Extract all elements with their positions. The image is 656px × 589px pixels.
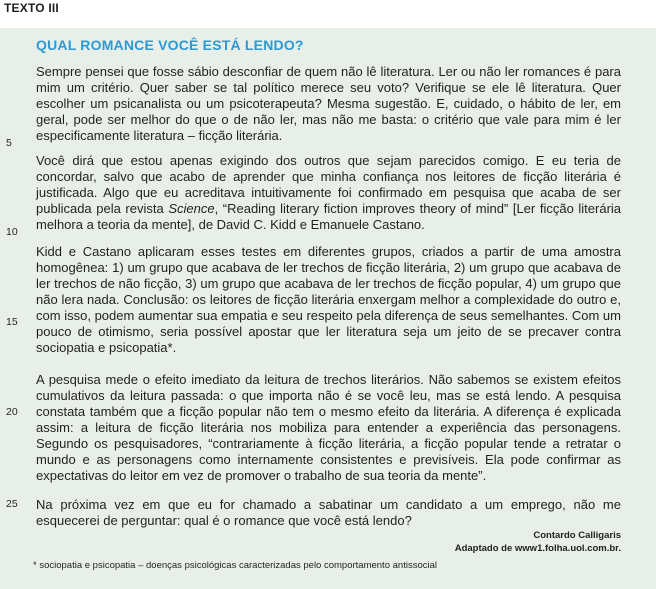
footnote: * sociopatia e psicopatia – doenças psicológicas caracterizadas pelo comportamento antissocial [33,560,437,571]
paragraph-1: Sempre pensei que fosse sábio desconfiar de quem não lê literatura. Ler ou não ler romances é para mim um critério. Quer saber se tal político merece seu voto? Verifique se ele lê literatura. Quer escolher um psicanalista ou um psicoterapeuta? Mesma sugestão. E, cuidado, o hábito de ler, em geral, pode ser melhor do que o de não ler, mas não me basta: o critério que vale para mim é ler especificamente literatura – ficção literária. [36,64,621,143]
line-number-25: 25 [6,498,18,510]
paragraph-5: Na próxima vez em que eu for chamado a sabatinar um candidato a um emprego, não me esquecerei de perguntar: qual é o romance que você está lendo? [36,497,621,528]
line-number-10: 10 [6,226,18,238]
line-number-20: 20 [6,406,18,418]
paragraph-4: A pesquisa mede o efeito imediato da leitura de trechos literários. Não sabemos se existem efeitos cumulativos da leitura passada: o que importa não é se você leu, mas se está lendo. A pesquisa constata também que a ficção popular não tem o mesmo efeito da literária. A diferença é explicada assim: a leitura de ficção literária nos mobiliza para entender a experiência das personagens. Segundo os pesquisadores, “contrariamente à ficção literária, a ficção popular tende a retratar o mundo e as personagens como internamente consistentes e previsíveis. Ela pode confirmar as expectativas do leitor em vez de promover o trabalho de sua teoria da mente”. [36,372,621,483]
author-name: Contardo Calligaris [533,530,621,541]
journal-name: Science [168,201,215,216]
paragraph-2: Você dirá que estou apenas exigindo dos outros que sejam parecidos comigo. E eu teria de concordar, salvo que acabo de aprender que minha confiança nos leitores de ficção literária é justificada. Algo que eu acreditava intuitivamente foi confirmado em pesquisa que acaba de ser publicada pela revista Science, “Reading literary fiction improves theory of mind” [Ler ficção literária melhora a teoria da mente], de David C. Kidd e Emanuele Castano. [36,153,622,232]
section-label: TEXTO III [4,1,59,15]
paragraph-3: Kidd e Castano aplicaram esses testes em diferentes grupos, criados a partir de uma amostra homogênea: 1) um grupo que acabava de ler trechos de ficção literária, 2) um grupo que acabava de ler trechos de não ficção, 3) um grupo que acabava de ler trechos de ficção popular, 4) um grupo que não lera nada. Conclusão: os leitores de ficção literária enxergam melhor a complexidade do outro e, com isso, podem aumentar sua empatia e seu respeito pela diferença de seus semelhantes. Com um pouco de otimismo, seria possível apostar que ler literatura seja um jeito de se precaver contra sociopatia e psicopatia*. [36,244,621,355]
line-number-5: 5 [6,137,12,149]
line-number-15: 15 [6,316,18,328]
article-title: QUAL ROMANCE VOCÊ ESTÁ LENDO? [36,37,304,53]
source-citation: Adaptado de www1.folha.uol.com.br. [454,543,621,554]
